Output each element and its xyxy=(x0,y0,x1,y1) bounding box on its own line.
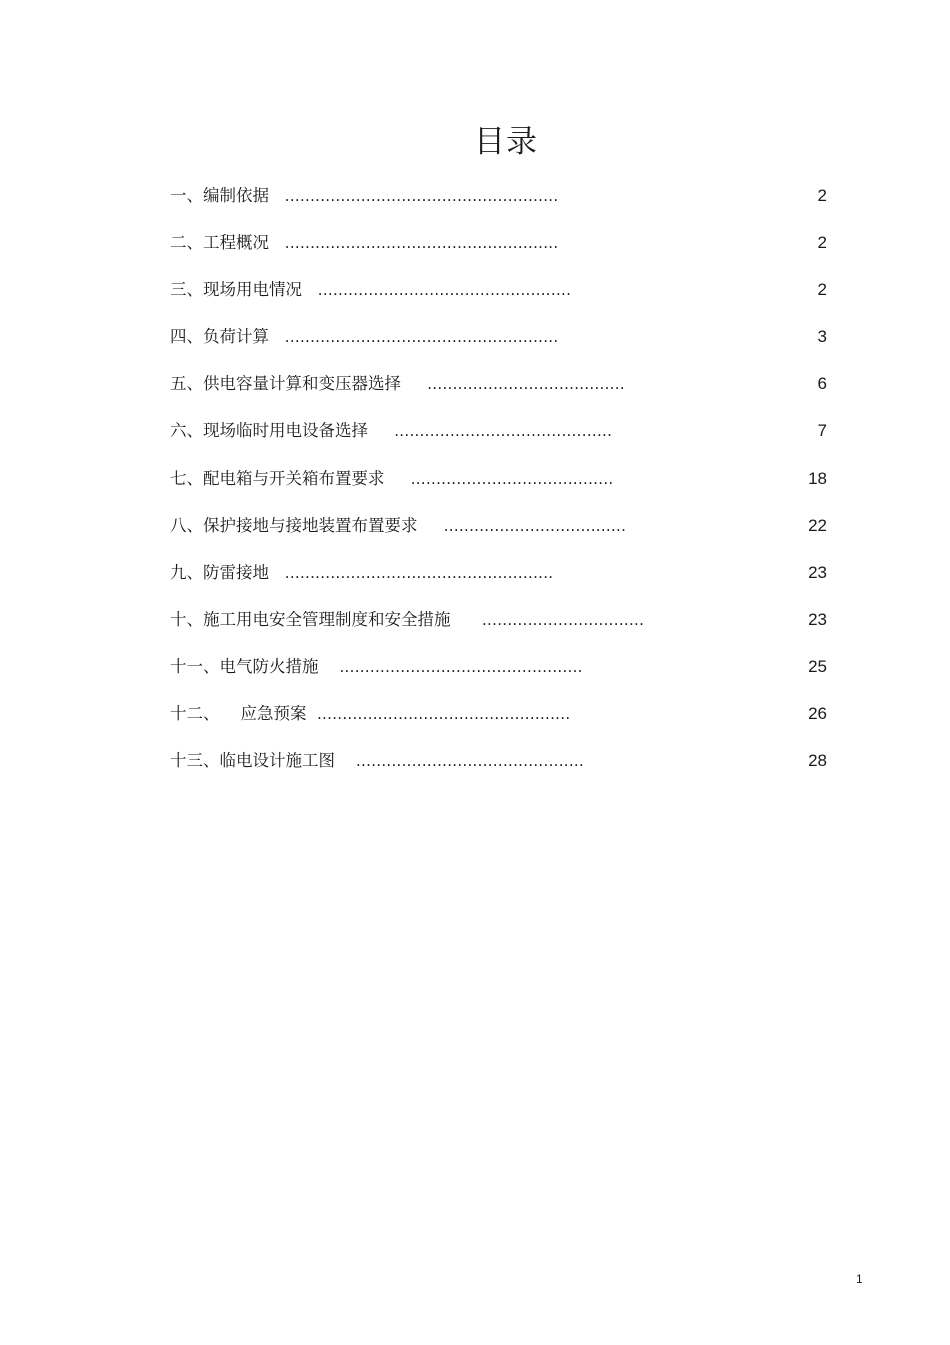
toc-entry-label: 七、配电箱与开关箱布置要求 xyxy=(170,468,385,488)
toc-entry-label: 九、防雷接地 xyxy=(170,562,269,582)
toc-entry-page: 23 xyxy=(808,562,827,582)
toc-entry-label: 十二、 应急预案 xyxy=(170,704,307,724)
toc-entry-page: 23 xyxy=(808,609,827,629)
toc-leader-dots: ........................................ xyxy=(410,469,614,488)
toc-entry-page: 2 xyxy=(817,233,827,253)
toc-entry[interactable] xyxy=(170,650,830,697)
toc-entry[interactable] xyxy=(170,179,830,226)
toc-entry-page: 2 xyxy=(817,186,827,205)
toc-leader-dots: ....................................... xyxy=(427,375,625,394)
toc-leader-dots: ...................................................... xyxy=(284,187,559,205)
toc-entry-label: 六、现场临时用电设备选择 xyxy=(170,421,368,441)
toc-entry[interactable] xyxy=(170,367,830,414)
toc-leader-dots: ................................................ xyxy=(339,657,583,676)
toc-entry-page: 22 xyxy=(808,515,827,535)
toc-leader-dots: ..................................................... xyxy=(284,563,554,582)
toc-entry-label: 二、工程概况 xyxy=(170,233,269,253)
toc-entry-page: 3 xyxy=(817,327,827,347)
toc-entry-label: 一、编制依据 xyxy=(170,186,269,205)
toc-entry[interactable] xyxy=(170,744,830,791)
toc-entry-label: 十一、电气防火措施 xyxy=(170,656,319,676)
toc-entry[interactable] xyxy=(170,462,830,509)
toc-entry[interactable] xyxy=(170,226,830,273)
toc-entry-page: 25 xyxy=(808,656,827,676)
toc-entry-label: 十、施工用电安全管理制度和安全措施 xyxy=(170,609,451,629)
toc-entry[interactable] xyxy=(170,320,830,367)
toc-leader-dots: .................................................. xyxy=(317,281,572,300)
toc-entry-page: 26 xyxy=(808,704,827,724)
toc-entry-label: 十三、临电设计施工图 xyxy=(170,751,335,771)
toc-entry[interactable] xyxy=(170,509,830,556)
toc-entry-label: 五、供电容量计算和变压器选择 xyxy=(170,374,401,394)
table-of-contents xyxy=(170,179,830,791)
page-title: 目录 xyxy=(474,124,538,160)
toc-entry[interactable] xyxy=(170,414,830,461)
toc-leader-dots: ............................................. xyxy=(355,752,585,771)
toc-entry-page: 18 xyxy=(808,468,827,488)
toc-entry-label: 三、现场用电情况 xyxy=(170,280,302,300)
toc-entry[interactable] xyxy=(170,697,830,744)
toc-entry[interactable] xyxy=(170,603,830,650)
toc-entry-label: 八、保护接地与接地装置布置要求 xyxy=(170,515,418,535)
toc-leader-dots: ...................................................... xyxy=(284,328,559,347)
toc-entry-page: 28 xyxy=(808,751,827,771)
page-number: 1 xyxy=(856,1272,863,1286)
toc-leader-dots: .................................................. xyxy=(316,705,571,724)
toc-leader-dots: .................................... xyxy=(443,516,627,535)
toc-entry-page: 2 xyxy=(817,280,827,300)
toc-leader-dots: ................................ xyxy=(481,610,645,629)
toc-leader-dots: ...................................................... xyxy=(284,234,559,253)
toc-entry-page: 7 xyxy=(817,421,827,441)
toc-entry-label: 四、负荷计算 xyxy=(170,327,269,347)
toc-leader-dots: ........................................... xyxy=(394,422,613,441)
toc-entry-page: 6 xyxy=(817,374,827,394)
toc-entry[interactable] xyxy=(170,556,830,603)
toc-entry[interactable] xyxy=(170,273,830,320)
